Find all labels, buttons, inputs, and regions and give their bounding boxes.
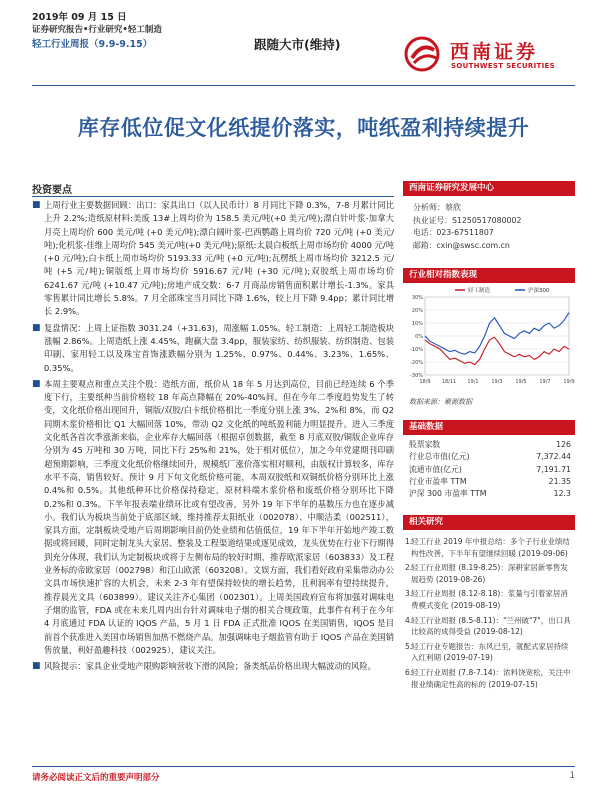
related-item[interactable] [403, 641, 575, 664]
bullet-icon: ■ [32, 378, 41, 389]
legend-label: 沪深300 [528, 288, 550, 294]
row-value: 7,191.71 [536, 464, 571, 474]
report-date: 2019年 09 月 15 日 [32, 12, 127, 23]
basic-data-title: 基础数据 [403, 420, 575, 435]
x-tick-label: 18/9 [419, 379, 431, 385]
header-left [32, 12, 252, 52]
related-text: 轻工行业周报 (8.12-8.18)：浆量与引着家居消费模式变化 (2019-08-19) [411, 589, 568, 610]
row-label: 行业总市值(亿元) [409, 452, 470, 462]
row-value: 7,372.44 [536, 452, 571, 462]
analyst-license: 执业证号：S1250517080002 [413, 215, 522, 225]
logo-mark-icon [404, 36, 444, 72]
legend-label: 轻工制造 [468, 288, 491, 294]
related-text: 轻工行业专题报告：东风已至，就配式家居持续入红利期 (2019-07-19) [411, 641, 569, 663]
chart-title: 行业相对指数表现 [403, 268, 575, 283]
bullet-icon: ■ [32, 200, 41, 210]
related-research-panel [403, 515, 575, 693]
analyst-name: 分析师：蔡欣 [413, 203, 461, 212]
summary-bullet-market [32, 322, 394, 375]
x-tick-label: 19/5 [515, 379, 527, 385]
related-num: 3. [405, 589, 413, 599]
related-text: 轻工行业 2019 年中报总结：多个子行业业绩结构性改善，下半年有望继续回暖 (2019-09-06) [411, 537, 570, 558]
related-num: 6. [405, 667, 413, 677]
row-label: 行业市盈率 TTM [409, 476, 467, 486]
summary-bullet-text: 本周主要观点和重点关注个股：造纸方面，纸价从 18 年 5 月达到高位，目前已经连续 6 个季度下行，主要纸种当前价格较 18 年高点降幅在 20%-40%间。但在今年二季度趋势发生了转变，文化纸价格出现回升，铜版/双胶/白卡纸价格相比一季度分别上涨 3%、2%和 8%，而 Q2 同期木浆价格相比 Q1 大幅回落 10%，带动 Q2 文化纸的吨纸盈利能力明显提升。进入三季度文化纸各首次季涨渐来临，企业库存大幅回落（根据卓创数据，截至 8 月底双胶/铜版企业库存分别为 45 万吨和 30 万吨，同比下行 25%和 21%，处于相对低位），加之今年党建期刊印刷超预期影响，三季度文化纸价格继续回升，规模纸厂涨价落实相对顺利，由版权计算较多，库存水平不高，销售较好。预计 9 月下旬文化纸价格可能，本周双胶纸和双铜纸价格分别环比上涨 0.4%和 0.5%。其他纸种环比价格保持稳定，原材料端木浆价格和废纸价格分别环比下降 0.2%和 0.3%。下半年报表端业绩环比或有望改善，另外 19 年下半年的基数压力也在逐步减小。我们认为板块当前处于底部区域，维持推荐太阳纸业（002078）、中顺洁柔（002511），家具方面，定制板块受地产后周期影响目前仍处业绩和估值低位，19 年下半年开始地产竣工数据或将回暖，同时定制龙头大家居、整装及工程渠道结果或逐见成效，龙头优势在行业下行期得到充分体现，我们认为定制板块或将于左侧布局的较好时期，推荐欧派家居（603833）及工程业务标的帝欧家居（002798）和江山欧派（603208）。文娱方面，我们看好政府采集带动办公文具市场快速扩容的大机会，未来 2-3 年有望保持较快的增长趋势，且利润率有望持续提升，推荐晨光文具（603899）。建议关注齐心集团（002301）。上周美国政府宣布将加强对调味电子烟的监管，FDA 或在未来几周内出台针对调味电子烟的相关合规政策，此事件有利于在今年 4 月底通过 FDA 认证的 IQOS 产品，5 月 1 日 FDA 正式批准 IQOS 在美国销售，IQOS 是目前首个获准进入美国市场销售加热不燃烧产品。加强调味电子烟监管有助于 IQOS 产品在美国销售放量，利好盈趣科技（002925），建议关注。 [44, 378, 394, 655]
summary-bullet-data [32, 199, 394, 319]
basic-data-row [403, 464, 575, 476]
header-divider [32, 85, 575, 86]
related-num: 5. [405, 641, 413, 651]
page-title: 库存低位促文化纸提价落实，吨纸盈利持续提升 [77, 115, 530, 140]
company-logo [404, 36, 574, 76]
relative-index-chart [403, 283, 575, 393]
summary-body [32, 199, 394, 676]
related-title: 相关研究 [403, 515, 575, 530]
related-num: 4. [405, 615, 413, 625]
y-tick-label: 0% [415, 334, 423, 340]
series-line-csi300 [425, 313, 569, 355]
y-tick-label: 20% [411, 308, 423, 314]
analyst-email: 邮箱：cxin@swsc.com.cn [413, 240, 510, 250]
bullet-icon: ■ [32, 322, 41, 333]
related-item[interactable] [403, 615, 575, 638]
page-number: 1 [569, 771, 575, 781]
bullet-icon: ■ [32, 661, 41, 672]
x-tick-label: 19/9 [563, 379, 575, 385]
related-num: 2. [405, 563, 413, 573]
x-tick-label: 18/11 [441, 379, 457, 385]
team-title: 西南证券研究发展中心 [403, 181, 575, 196]
basic-data-row [403, 488, 575, 500]
y-tick-label: -10% [410, 347, 423, 353]
rating: 跟随大市(维持) [254, 37, 341, 52]
row-value: 21.35 [548, 476, 571, 486]
logo-text: 西南证券 [450, 41, 539, 63]
y-tick-label: 30% [411, 295, 423, 301]
row-label: 股票家数 [409, 440, 441, 449]
y-tick-label: -20% [410, 360, 423, 366]
x-tick-label: 19/7 [539, 379, 551, 385]
related-num: 1. [405, 537, 413, 546]
y-tick-label: 10% [411, 321, 423, 327]
summary-bullet-text: 上周行业主要数据回顾：出口：家具出口（以人民币计）8 月同比下降 0.3%，7-8 月累计同比上升 2.2%;造纸原材料:美废 13#上周均价为 158.5 美元/吨(+0 美元/吨);漂白针叶浆-加拿大月亮上周均价 600 美元/吨 (+0 美元/吨);漂白阔叶浆-巴西鹦鹉上周均价 720 元/吨 (+0 美元/吨);化机浆-佳维上周均价 545 美元/吨(+0 美元/吨);原纸:太晨白板纸上周市场均价 4000 元/吨 (+0 元/吨);白卡纸上周市场均价 5193.33 元/吨 (+0 元/吨);瓦楞纸上周市场均价 3212.5 元/吨 (+5 元/吨);铜版纸上周市场均价 5916.67 元/吨 (+30 元/吨);双胶纸上周市场均价 6241.67 元/吨 (+10.47 元/吨);房地产成交数：6-7 月商品房销售面积累计增长-1.3%。家具零售累计同比增长 5.8%。7 月全部珠宝当月同比下降 1.6%，较上月下降 9.4pp；累计同比增长 2.9%。 [44, 200, 394, 317]
x-tick-label: 19/3 [491, 379, 503, 385]
related-text: 轻工行业周报 (8.5-8.11)："兰州破"7"，出口具比较高的成得受益 (2019-08-12) [411, 615, 571, 637]
related-text: 轻工行业周报 (8.19-8.25)：深耕家居新零售发展趋势 (2019-08-26) [411, 563, 568, 584]
row-value: 12.3 [553, 489, 571, 499]
related-text: 轻工行业周报 (7.8-7.14)：浓料饶宽松，关注中报业绩确定性高的标的 (2019-07-15) [411, 667, 571, 689]
summary-divider [32, 196, 394, 197]
basic-data-row [403, 451, 575, 463]
row-label: 流通市值(亿元) [409, 464, 462, 474]
row-label: 沪深 300 市盈率 TTM [409, 489, 487, 499]
footer-notice: 请务必阅读正文后的重要声明部分 [32, 773, 160, 783]
report-weekly: 轻工行业周报（9.9-9.15） [32, 39, 153, 50]
summary-title: 投资要点 [32, 185, 72, 196]
basic-data-panel [403, 420, 575, 500]
chart-source: 数据来源：聚源数据 [409, 398, 472, 406]
series-line-industry [425, 337, 569, 364]
y-tick-label: -30% [410, 373, 423, 379]
index-chart-panel [403, 268, 575, 407]
summary-bullet-views [32, 378, 394, 657]
logo-subtext: SOUTHWEST SECURITIES [451, 62, 555, 70]
related-item[interactable] [403, 667, 575, 690]
summary-bullet-text: 复盘情况：上周上证指数 3031.24（+31.63)，周涨幅 1.05%。轻工制造：上周轻工制造板块涨幅 2.86%。上周造纸上涨 4.45%，跑赢大盘 3.4pp，服装家纺、纺织服装、纺织制造、包装印刷、家用轻工以及珠宝首饰涨跌幅分别为 1.25%、0.97%、0.44%、3.23%、1.65%、0.35%。 [44, 322, 394, 373]
basic-data-row [403, 476, 575, 488]
analyst-panel [403, 181, 575, 252]
summary-bullet-text: 风险提示：家具企业受地产限购影响营收下滑的风险；备类纸品价格出现大幅波动的风险。 [44, 661, 376, 672]
related-item[interactable] [403, 588, 575, 611]
footer-divider [32, 766, 575, 767]
report-category: 证券研究报告•行业研究•轻工制造 [32, 25, 162, 35]
x-tick-label: 19/1 [467, 379, 479, 385]
related-item[interactable] [403, 562, 575, 585]
summary-bullet-risk [32, 660, 394, 673]
related-item[interactable] [403, 536, 575, 559]
analyst-phone: 电话：023-67511807 [413, 228, 494, 237]
basic-data-row [403, 439, 575, 451]
row-value: 126 [556, 440, 571, 449]
